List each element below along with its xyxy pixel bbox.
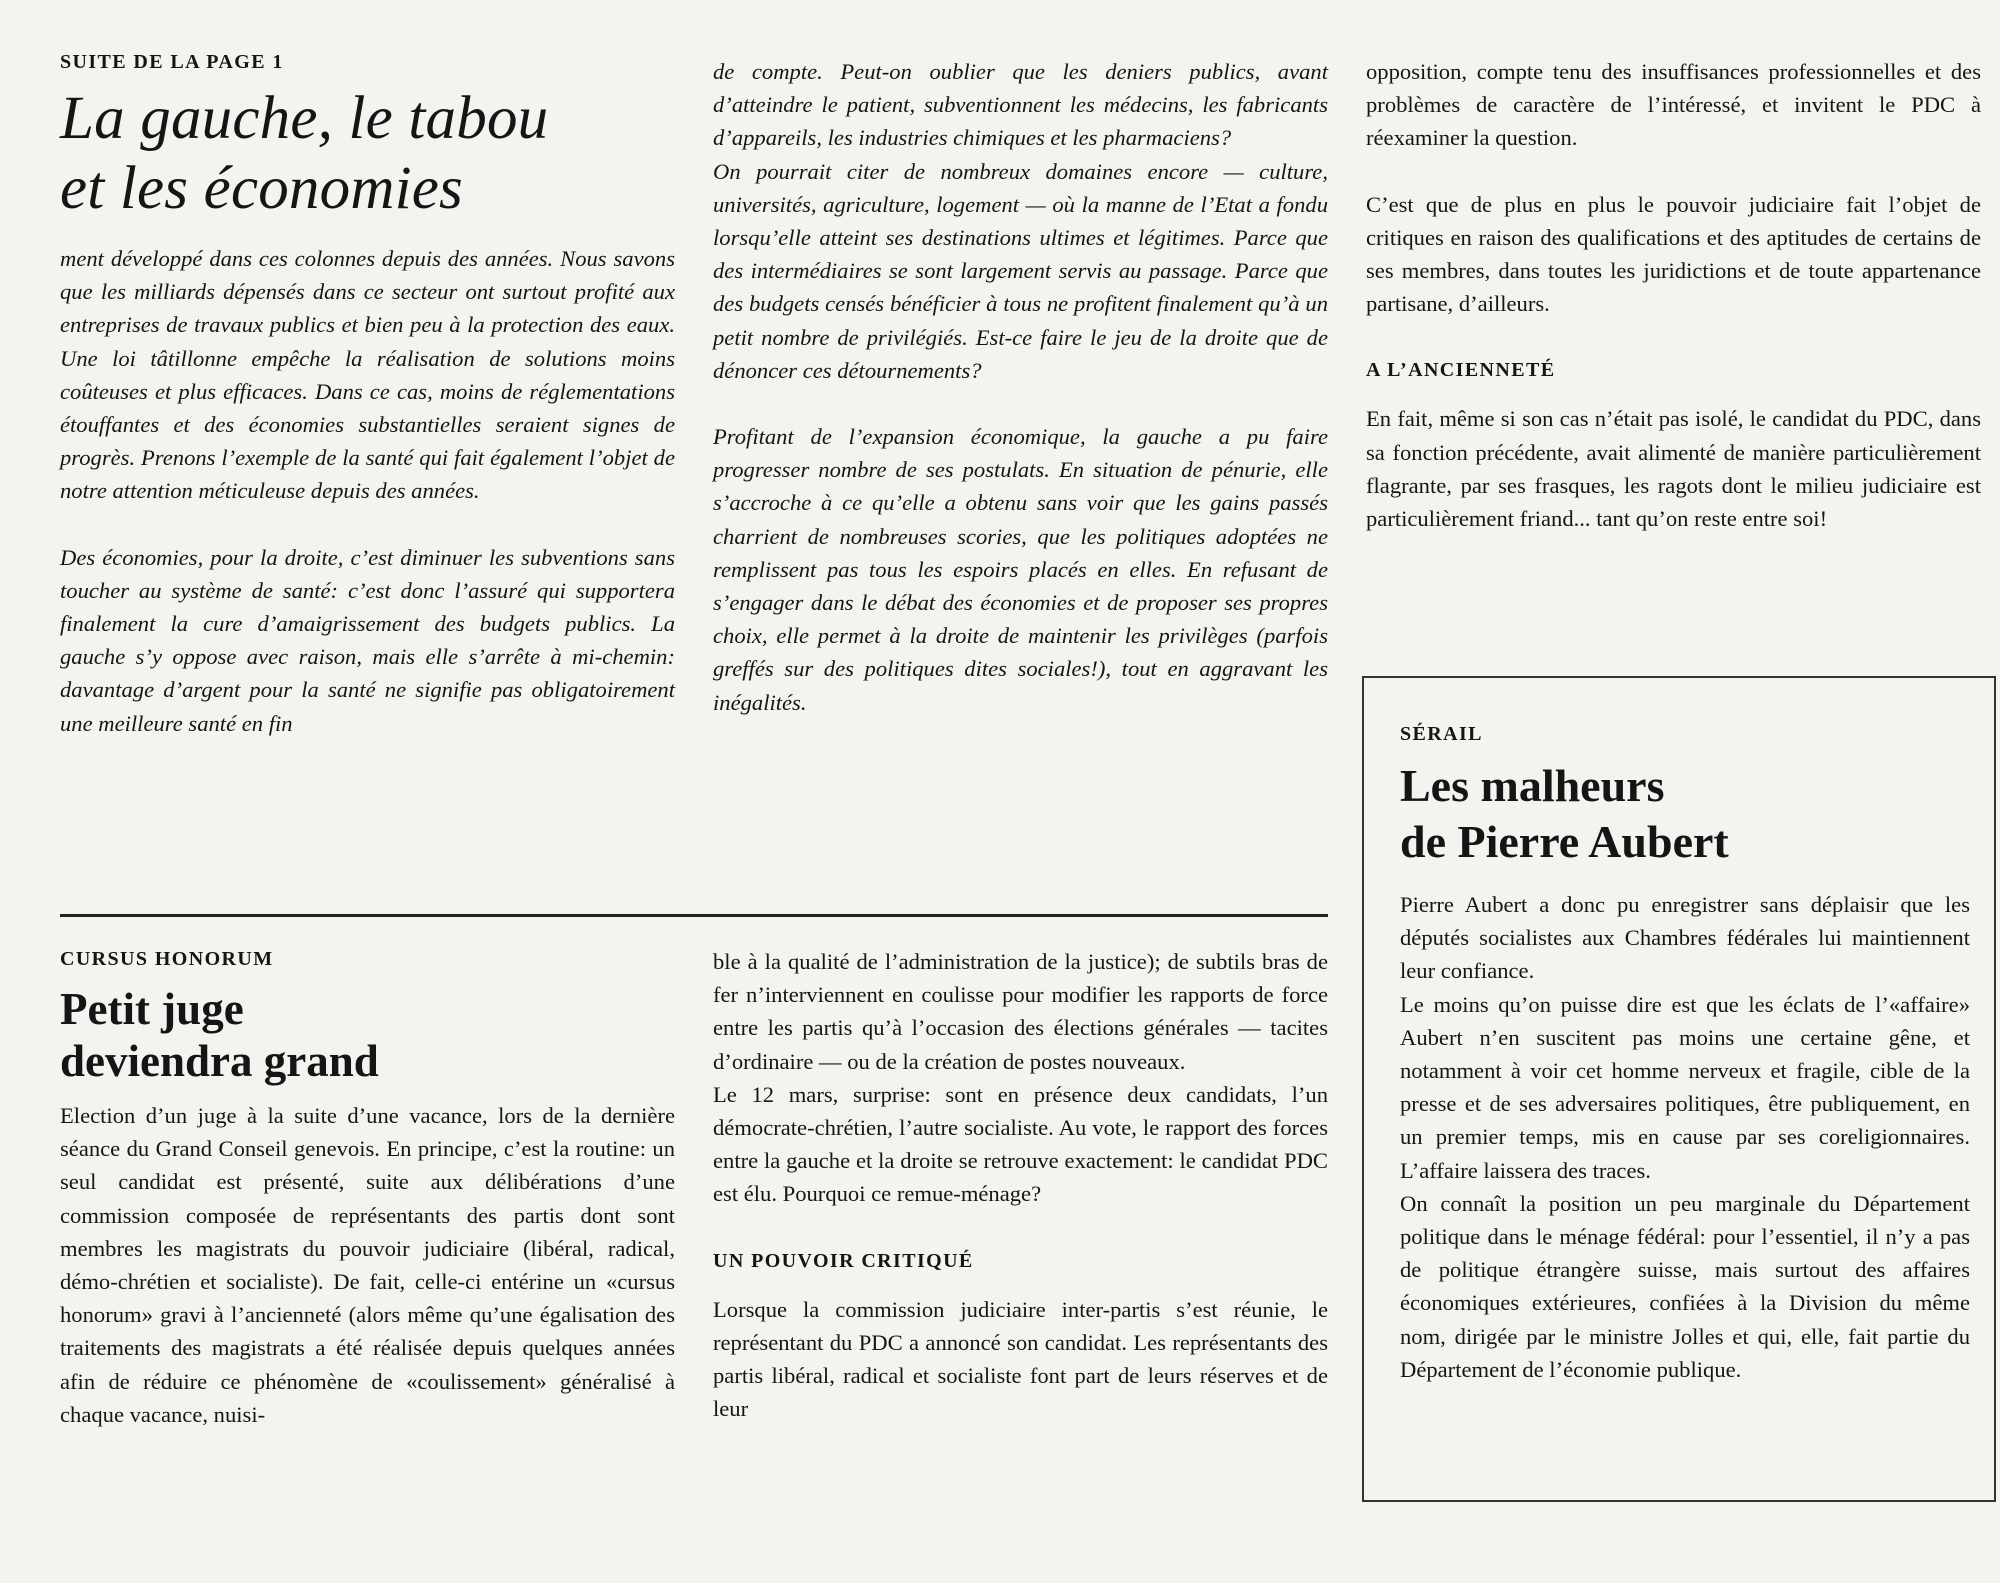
article-aubert-paragraph: Pierre Aubert a donc pu enregistrer sans déplaisir que les députés socialistes aux Chambres fédérales lui maintiennent leur confiance. <box>1400 892 1970 984</box>
article-gauche-kicker: SUITE DE LA PAGE 1 <box>60 51 284 73</box>
article-aubert-paragraph: Le moins qu’on puisse dire est que les éclats de l’«affaire» Aubert n’en suscitent pas moins une certaine gêne, et notamment à voir cet homme nerveux et fragile, cible de la presse et de ses adversaires politiques, être publiquement, en un premier temps, mis en cause par ses coreligionnaires. L’affaire laissera des traces. <box>1400 991 1970 1183</box>
headline-line-1: Les malheurs <box>1400 760 1665 811</box>
headline-line-1: La gauche, le tabou <box>60 85 549 152</box>
article-juge-kicker: CURSUS HONORUM <box>60 948 274 970</box>
article-gauche-paragraph: Profitant de l’expansion économique, la gauche a pu faire progresser nombre de ses postulats. En situation de pénurie, elle s’accroche à ce qu’elle a obtenu sans voir que les gains passés charrient de nombreuses scories, que les politiques adoptées ne remplissent pas tous les espoirs placés en elles. En refusant de s’engager dans le débat des économies et de proposer ses propres choix, elle permet à la droite de maintenir les privilèges (parfois greffés sur des politiques dites sociales!), tout en aggravant les inégalités. <box>713 424 1328 715</box>
article-juge-subheading: A L’ANCIENNETÉ <box>1366 359 1556 382</box>
article-juge-subheading: UN POUVOIR CRITIQUÉ <box>713 1249 974 1272</box>
headline-line-2: de Pierre Aubert <box>1400 816 1729 867</box>
article-juge-paragraph: Lorsque la commission judiciaire inter-partis s’est réunie, le représentant du PDC a annoncé son candidat. Les représentants des partis libéral, radical et socialiste font part de leurs réserves et de leur <box>713 1296 1328 1422</box>
article-gauche-column-2 <box>713 55 1328 719</box>
article-aubert-kicker: SÉRAIL <box>1400 723 1483 745</box>
article-gauche-paragraph: On pourrait citer de nombreux domaines encore — culture, universités, agriculture, logement — où la manne de l’Etat a fondu lorsqu’elle atteint ses destinations ultimes et légitimes. Parce que des intermédiaires se sont largement servis au passage. Parce que des budgets censés bénéficier à tous ne profitent finalement qu’à un petit nombre de privilégiés. Est-ce faire le jeu de la droite que de dénoncer ces détournements? <box>713 158 1328 383</box>
section-divider <box>60 914 1328 917</box>
headline-line-2: deviendra grand <box>60 1036 379 1086</box>
article-juge-paragraph: En fait, même si son cas n’était pas isolé, le candidat du PDC, dans sa fonction précédente, avait alimenté de manière particulièrement flagrante, par ses frasques, les ragots dont le milieu judiciaire est particulièrement friand... tant qu’on reste entre soi! <box>1366 406 1981 532</box>
article-gauche-column-1 <box>60 48 675 740</box>
headline-line-1: Petit juge <box>60 984 244 1034</box>
article-juge-headline <box>60 983 675 1087</box>
article-gauche-paragraph: Des économies, pour la droite, c’est diminuer les subventions sans toucher au système de santé: c’est donc l’assuré qui supportera finalement la cure d’amaigrissement des budgets publics. La gauche s’y oppose avec raison, mais elle s’arrête à mi-chemin: davantage d’argent pour la santé ne signifie pas obligatoirement une meilleure santé en fin <box>60 544 675 736</box>
article-aubert-box <box>1362 676 1996 1502</box>
article-juge-column-3 <box>1366 55 1981 535</box>
article-juge-paragraph: opposition, compte tenu des insuffisances professionnelles et des problèmes de caractère de l’intéressé, et invitent le PDC à réexaminer la question. <box>1366 59 1981 151</box>
article-aubert-paragraph: On connaît la position un peu marginale du Département politique dans le ménage fédéral: pour l’essentiel, il n’y a pas de politique étrangère suisse, mais surtout des affaires économiques extérieures, confiées à la Division du même nom, dirigée par le ministre Jolles et qui, elle, fait partie du Département de l’économie publique. <box>1400 1190 1970 1382</box>
article-juge-paragraph: C’est que de plus en plus le pouvoir judiciaire fait l’objet de critiques en raison des qualifications et des aptitudes de certains de ses membres, dans toutes les juridictions et de toute appartenance partisane, d’ailleurs. <box>1366 191 1981 317</box>
article-juge-paragraph: ble à la qualité de l’administration de la justice); de subtils bras de fer n’interviennent en coulisse pour modifier les rapports de force entre les partis qu’à l’occasion des élections générales — tacites d’ordinaire — ou de la création de postes nouveaux. <box>713 949 1328 1074</box>
headline-line-2: et les économies <box>60 155 463 222</box>
article-juge-column-1 <box>60 945 675 1431</box>
article-gauche-paragraph: de compte. Peut-on oublier que les deniers publics, avant d’atteindre le patient, subventionnent les médecins, les fabricants d’appareils, les industries chimiques et les pharmaciens? <box>713 59 1328 151</box>
article-juge-paragraph: Le 12 mars, surprise: sont en présence deux candidats, l’un démocrate-chrétien, l’autre socialiste. Au vote, le rapport des forces entre la gauche et la droite se retrouve exactement: le candidat PDC est élu. Pourquoi ce remue-ménage? <box>713 1081 1328 1207</box>
article-juge-paragraph: Election d’un juge à la suite d’une vacance, lors de la dernière séance du Grand Conseil genevois. En principe, c’est la routine: un seul candidat est présenté, suite aux délibérations d’une commission composée de représentants des partis dont sont membres les magistrats du pouvoir judiciaire (libéral, radical, démo-chrétien et socialiste). De fait, celle-ci entérine un «cursus honorum» gravi à l’ancienneté (alors même qu’une égalisation des traitements des magistrats a été réalisée depuis quelques années afin de réduire ce phénomène de «coulissement» généralisé à chaque vacance, nuisi- <box>60 1103 675 1427</box>
article-gauche-paragraph: ment développé dans ces colonnes depuis des années. Nous savons que les milliards dépensés dans ce secteur ont surtout profité aux entreprises de travaux publics et bien peu à la protection des eaux. Une loi tâtillonne empêche la réalisation de solutions moins coûteuses et plus efficaces. Dans ce cas, moins de réglementations étouffantes et des économies substantielles seraient signes de progrès. Prenons l’exemple de la santé qui fait également l’objet de notre attention méticuleuse depuis des années. <box>60 246 675 504</box>
article-juge-column-2 <box>713 945 1328 1425</box>
article-gauche-headline <box>60 84 675 224</box>
article-aubert-headline <box>1400 758 1970 870</box>
